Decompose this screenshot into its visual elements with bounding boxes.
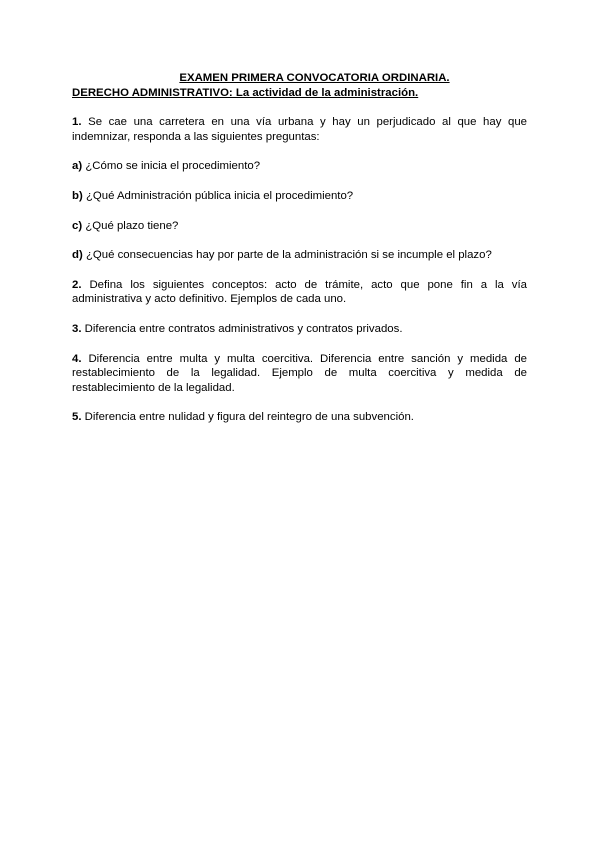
question-number: a): [72, 160, 83, 173]
question-text: Diferencia entre multa y multa coercitiva. Diferencia entre sanción y medida de restablecimiento de la legalidad. Ejemplo de multa coercitiva y medida de restablecimiento de la legalidad.: [72, 352, 527, 394]
question-2: [72, 278, 527, 307]
question-number: d): [72, 249, 83, 262]
exam-title: EXAMEN PRIMERA CONVOCATORIA ORDINARIA.: [179, 72, 450, 84]
question-1a: [72, 159, 527, 174]
question-text: Diferencia entre contratos administrativos y contratos privados.: [84, 322, 403, 335]
question-1c: [72, 219, 527, 234]
question-text: Diferencia entre nulidad y figura del reintegro de una subvención.: [84, 411, 414, 424]
question-1b: [72, 189, 527, 204]
question-number: 2.: [72, 278, 82, 291]
question-1: [72, 115, 527, 144]
question-text: ¿Qué plazo tiene?: [85, 219, 179, 232]
question-text: Defina los siguientes conceptos: acto de trámite, acto que pone fin a la vía administrativa y acto definitivo. Ejemplos de cada uno.: [72, 278, 527, 306]
question-number: c): [72, 219, 83, 232]
question-text: Se cae una carretera en una vía urbana y hay un perjudicado al que hay que indemnizar, responda a las siguientes preguntas:: [72, 116, 527, 143]
question-number: 1.: [72, 116, 82, 129]
question-text: ¿Qué Administración pública inicia el procedimiento?: [85, 189, 354, 202]
question-4: [72, 352, 527, 396]
question-3: [72, 322, 527, 337]
question-number: b): [72, 189, 83, 202]
question-1d: [72, 248, 527, 263]
question-text: ¿Qué consecuencias hay por parte de la administración si se incumple el plazo?: [85, 249, 492, 262]
question-number: 3.: [72, 322, 82, 335]
question-text: ¿Cómo se inicia el procedimiento?: [85, 160, 261, 173]
question-number: 4.: [72, 352, 82, 365]
question-number: 5.: [72, 411, 82, 424]
question-5: [72, 410, 527, 425]
exam-subtitle: DERECHO ADMINISTRATIVO: La actividad de la administración.: [72, 86, 419, 99]
